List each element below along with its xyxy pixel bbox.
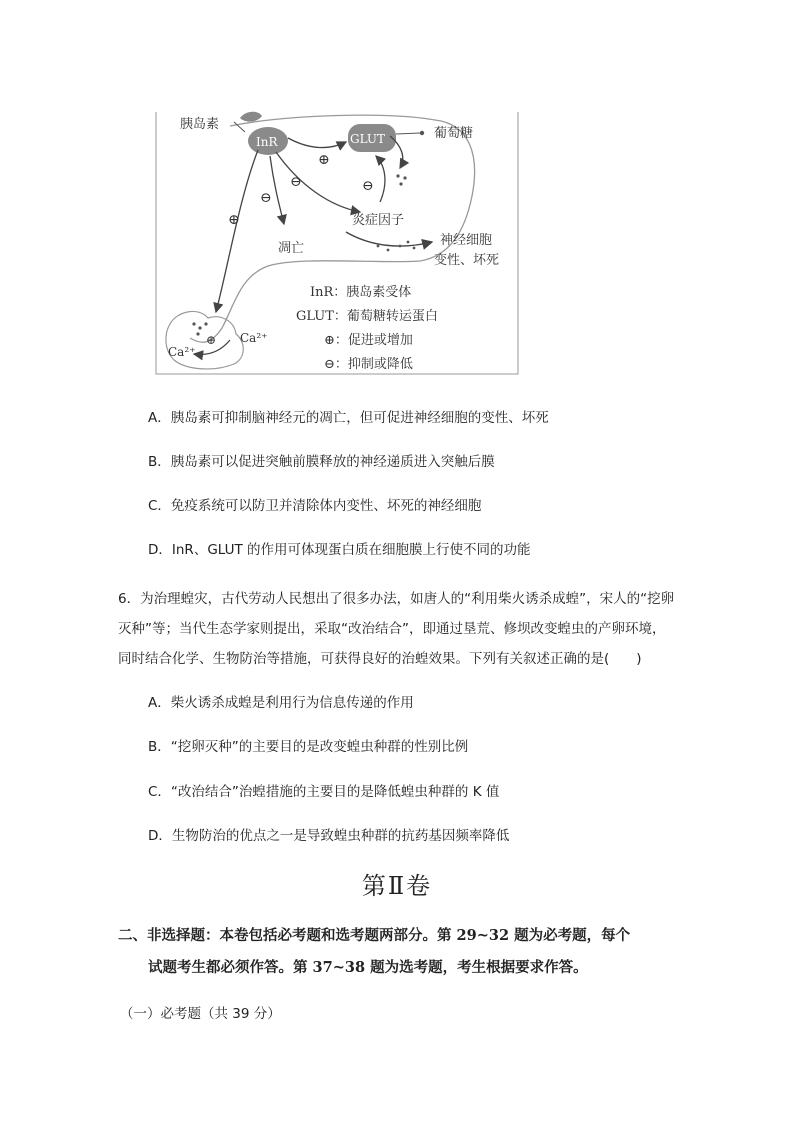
insulin-molecule — [240, 112, 262, 122]
q5-option-c: C．免疫系统可以防卫并清除体内变性、坏死的神经细胞 — [148, 498, 482, 514]
section-heading-line1: 二、非选择题：本卷包括必考题和选考题两部分。第 29~32 题为必考题，每个 — [118, 927, 631, 944]
q5-option-d: D．InR、GLUT 的作用可体现蛋白质在细胞膜上行使不同的功能 — [148, 542, 531, 558]
inr-label: InR — [256, 135, 278, 149]
section-heading — [118, 920, 688, 984]
minus-sign-1: ⊖ — [290, 174, 302, 190]
diagram-svg — [150, 106, 522, 378]
synapse-outline — [166, 311, 243, 368]
plus-sign-1: ⊕ — [318, 152, 330, 168]
inflammatory-label: 炎症因子 — [352, 213, 405, 228]
arrow-inflammatory-neuron — [346, 232, 432, 246]
apoptosis-label: 凋亡 — [278, 241, 305, 256]
legend-item-inr: InR：胰岛素受体 — [310, 285, 412, 300]
arrow-inr-apoptosis — [270, 156, 284, 224]
insulin-label: 胰岛素 — [180, 117, 220, 132]
glucose-label: 葡萄糖 — [434, 126, 474, 141]
calcium-label-1: Ca²⁺ — [240, 331, 268, 345]
q6-option-b: B．“挖卵灭种”的主要目的是改变蝗虫种群的性别比例 — [148, 739, 469, 755]
calcium-label-2: Ca²⁺ — [168, 345, 196, 359]
plus-sign-2: ⊕ — [228, 212, 240, 228]
q6-stem: 6．为治理蝗灾，古代劳动人民想出了很多办法，如唐人的“利用柴火诱杀成蝗”，宋人的“挖卵灭种”等；当代生态学家则提出，采取“改治结合”，即通过垦荒、修坝改变蝗虫的产卵环境，同时结合化学、生物防治等措施，可获得良好的治蝗效果。下列有关叙述正确的是( ) — [118, 591, 675, 667]
q6-option-a: A．柴火诱杀成蝗是利用行为信息传递的作用 — [148, 695, 414, 711]
minus-sign-3: ⊖ — [260, 190, 272, 206]
legend-item-glut: GLUT：葡萄糖转运蛋白 — [296, 309, 438, 324]
legend-item-minus: ⊖：抑制或降低 — [324, 357, 413, 372]
q5-option-a: A．胰岛素可抑制脑神经元的凋亡，但可促进神经细胞的变性、坏死 — [148, 410, 549, 426]
plus-sign-3: ⊕ — [206, 333, 217, 347]
arrow-inr-synapse — [216, 150, 258, 312]
required-questions-label: （一）必考题（共 39 分） — [120, 1006, 281, 1022]
minus-sign-2: ⊖ — [362, 178, 374, 194]
insulin-mechanism-diagram — [150, 106, 522, 378]
neuron-label-1: 神经细胞 — [440, 233, 493, 248]
arrow-inr-glut — [288, 138, 346, 148]
neuron-label-2: 变性、坏死 — [434, 253, 500, 268]
section-heading-line2: 试题考生都必须作答。第 37~38 题为选考题，考生根据要求作答。 — [148, 959, 588, 976]
q6-option-d: D．生物防治的优点之一是导致蝗虫种群的抗药基因频率降低 — [148, 828, 510, 844]
q5-option-b: B．胰岛素可以促进突触前膜释放的神经递质进入突触后膜 — [148, 454, 495, 470]
q6-option-c: C．“改治结合”治蝗措施的主要目的是降低蝗虫种群的 K 值 — [148, 784, 500, 800]
volume-title: 第Ⅱ卷 — [361, 872, 433, 900]
glut-label: GLUT — [350, 132, 386, 146]
legend-item-plus: ⊕：促进或增加 — [324, 333, 413, 348]
arrow-inflammatory-glut — [376, 156, 385, 202]
